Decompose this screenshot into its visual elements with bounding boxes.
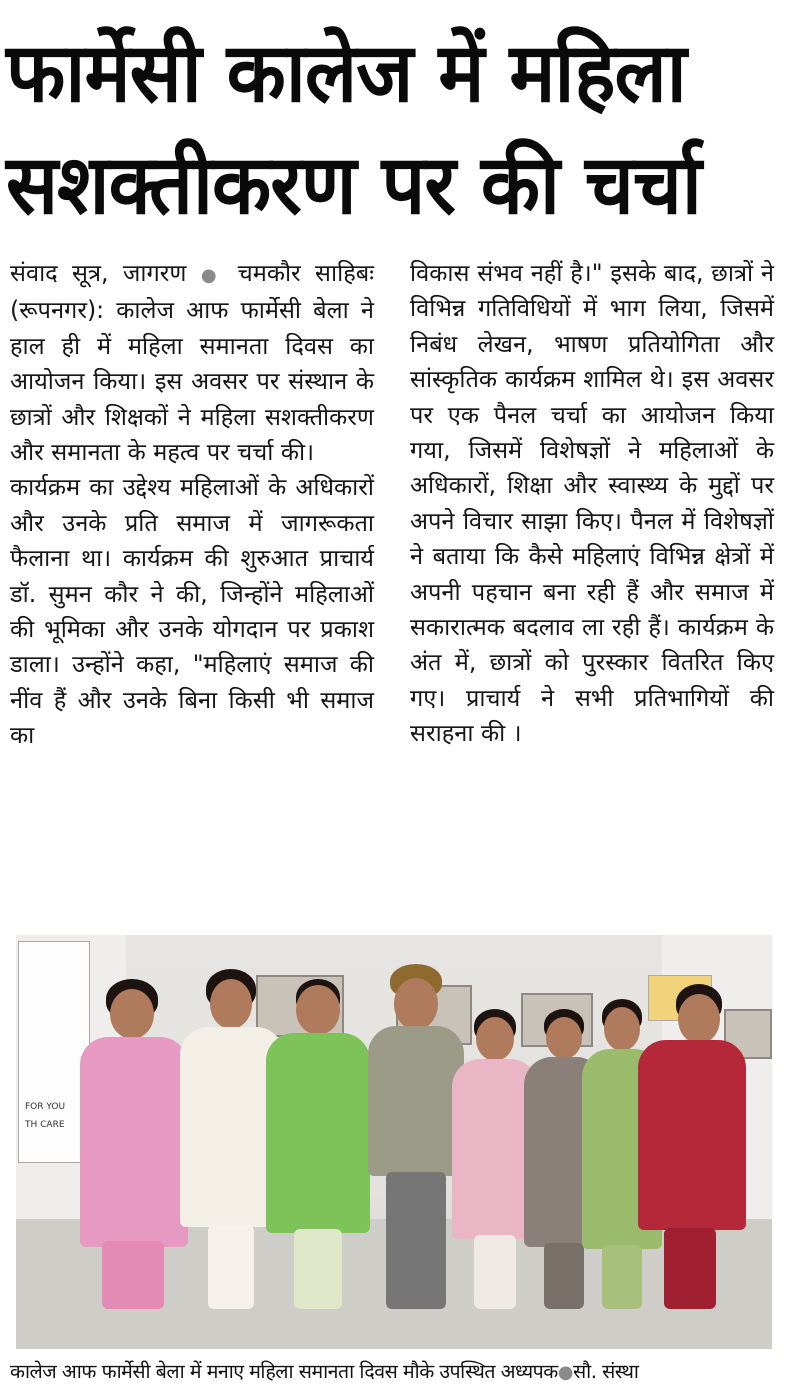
article-column-right: [410, 256, 774, 752]
paragraph-text: कालेज आफ फार्मेसी बेला ने हाल ही में महिला समानता दिवस का आयोजन किया। इस अवसर पर संस्थान के छात्रों और शिक्षकों ने महिला सशक्तीकरण और समानता के महत्व पर चर्चा की।: [10, 296, 374, 467]
headline-line-1: फार्मेसी कालेज में महिला: [6, 26, 686, 121]
person-8: [634, 984, 750, 1309]
article-column-left: [10, 256, 374, 754]
caption-bullet-icon: ●: [557, 1362, 573, 1383]
article-paragraph-1: [10, 256, 374, 470]
poster-text-2: TH CARE: [25, 1120, 65, 1130]
article-paragraph-2: कार्यक्रम का उद्देश्य महिलाओं के अधिकारों और उनके प्रति समाज में जागरूकता फैलाना था। कार्यक्रम की शुरुआत प्राचार्य डॉ. सुमन कौर ने की, जिन्होंने महिलाओं की भूमिका और उनके योगदान पर प्रकाश डाला। उन्होंने कहा, "महिलाएं समाज की नींव हैं और उनके बिना किसी भी समाज का: [10, 473, 374, 750]
group-photo: [16, 935, 772, 1349]
location: चमकौर साहिबः (रूपनगर):: [10, 259, 374, 325]
poster-text-1: FOR YOU: [25, 1102, 66, 1112]
caption-credit: सौ. संस्था: [572, 1360, 639, 1383]
person-3: [264, 979, 372, 1309]
headline-line-2: सशक्तीकरण पर की चर्चा: [6, 138, 701, 233]
person-4: [368, 964, 464, 1309]
bullet-dot-icon: ●: [200, 265, 224, 286]
dateline: संवाद सूत्र, जागरण: [10, 259, 187, 287]
headline: [6, 18, 782, 242]
article-paragraph-3: विकास संभव नहीं है।" इसके बाद, छात्रों ने विभिन्न गतिविधियों में भाग लिया, जिसमें निबंध लेखन, भाषण प्रतियोगिता और सांस्कृतिक कार्यक्रम शामिल थे। इस अवसर पर एक पैनल चर्चा का आयोजन किया गया, जिसमें विशेषज्ञों ने महिलाओं के अधिकारों, शिक्षा और स्वास्थ्य के मुद्दों पर अपने विचार साझा किए। पैनल में विशेषज्ञों ने बताया कि कैसे महिलाएं विभिन्न क्षेत्रों में अपनी पहचान बना रही हैं और समाज में सकारात्मक बदलाव ला रही हैं। कार्यक्रम के अंत में, छात्रों को पुरस्कार वितरित किए गए। प्राचार्य ने सभी प्रतिभागियों की सराहना की ।: [410, 259, 774, 748]
caption-text: कालेज आफ फार्मेसी बेला में मनाए महिला समानता दिवस मौके उपस्थित अध्यपक: [10, 1360, 558, 1383]
photo-caption: [10, 1356, 782, 1389]
